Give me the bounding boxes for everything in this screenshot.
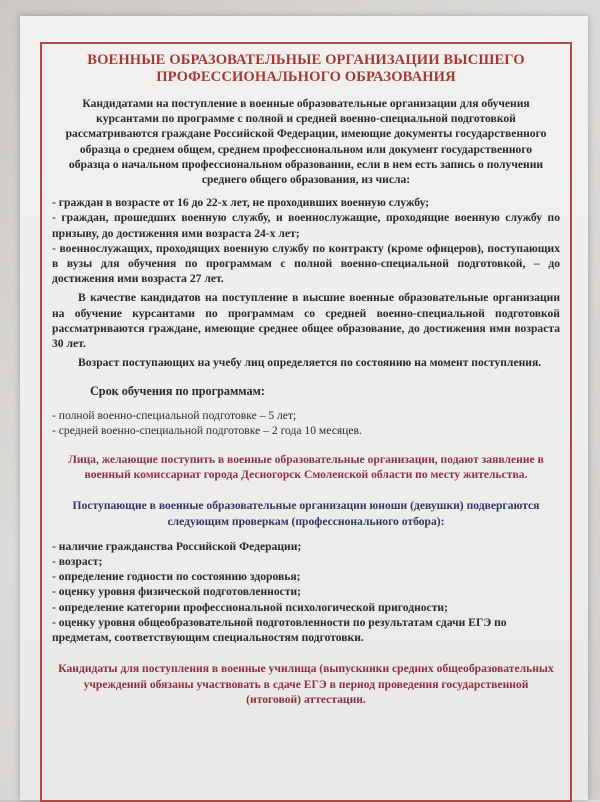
application-note: Лица, желающие поступить в военные образовательные организации, подают заявление в военный комиссариат города Десногорск Смоленской области по месту жительства. xyxy=(68,453,544,482)
study-item: - полной военно-специальной подготовке – 5 лет; xyxy=(52,408,297,422)
candidate-categories-list xyxy=(52,195,560,286)
paper-sheet xyxy=(20,16,588,800)
check-item: - возраст; xyxy=(52,555,103,569)
check-item: - определение годности по состоянию здоровья; xyxy=(52,570,301,584)
check-item: - наличие гражданства Российской Федерации; xyxy=(52,539,302,553)
poster-frame xyxy=(40,42,572,802)
study-item: - средней военно-специальной подготовке – 2 года 10 месяцев. xyxy=(52,423,362,437)
check-item: - оценку уровня общеобразовательной подготовленности по результатам сдачи ЕГЭ по предметам, соответствующим специальностям подготовки. xyxy=(52,615,507,645)
age-paragraph: Возраст поступающих на учебу лиц определяется по состоянию на момент поступления. xyxy=(78,356,542,370)
poster-title: ВОЕННЫЕ ОБРАЗОВАТЕЛЬНЫЕ ОРГАНИЗАЦИИ ВЫСШЕГО ПРОФЕССИОНАЛЬНОГО ОБРАЗОВАНИЯ xyxy=(87,52,525,85)
checks-intro: Поступающие в военные образовательные организации юноши (девушки) подвергаются следующим проверкам (профессионального отбора): xyxy=(72,499,540,528)
category-item: - граждан в возрасте от 16 до 22-х лет, не проходивших военную службу; xyxy=(52,196,430,210)
category-item: - военнослужащих, проходящих военную службу по контракту (кроме офицеров), поступающих в вузы для обучения по программам с полной военно-специальной подготовкой, – до достижения ими возраста 27 лет. xyxy=(52,241,560,286)
final-note: Кандидаты для поступления в военные училища (выпускники средних общеобразовательных учреждений обязаны участвовать в сдаче ЕГЭ в период проведения государственной (итоговой) аттестации. xyxy=(58,662,554,706)
study-duration-heading: Срок обучения по программам: xyxy=(90,384,265,399)
intro-paragraph: Кандидатами на поступление в военные образовательные организации для обучения курсантами по программе с полной и средней военно-специальной подготовкой рассматриваются граждане Российской Федерации, имеющие документы государственного образца о среднем общем, среднем профессиональном или документ государственного образца о начальном профессиональном образовании, если в нем есть запись о получении среднего общего образования, из числа: xyxy=(65,97,547,187)
checks-list xyxy=(52,539,560,645)
candidates-paragraph: В качестве кандидатов на поступление в высшие военные образовательные организации на обучение курсантами по программам со средней военно-специальной подготовкой рассматриваются граждане, имеющие среднее общее образование, до достижения ими возраста 30 лет. xyxy=(52,291,560,351)
check-item: - определение категории профессиональной психологической пригодности; xyxy=(52,600,448,614)
check-item: - оценку уровня физической подготовленности; xyxy=(52,585,302,599)
category-item: - граждан, прошедших военную службу, и военнослужащие, проходящие военную службу по призыву, до достижения ими возраста 24-х лет; xyxy=(52,211,560,240)
study-duration-list xyxy=(52,408,560,438)
